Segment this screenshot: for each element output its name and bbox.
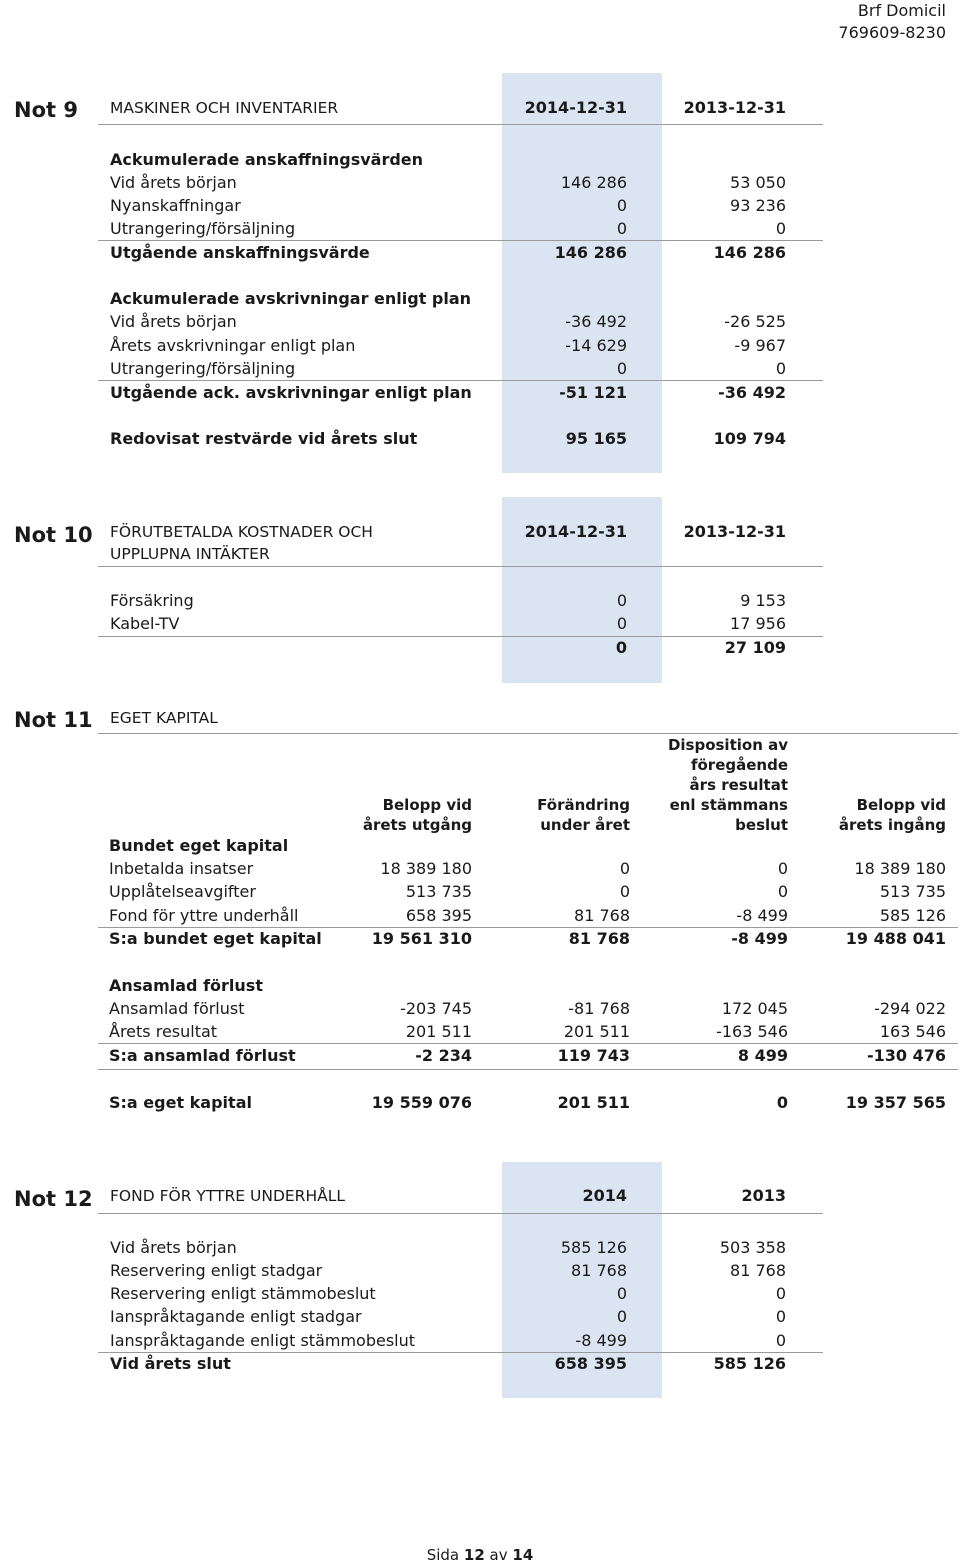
row-value-2014: -36 492 xyxy=(565,312,627,331)
row-value-2014: 0 xyxy=(616,196,627,215)
result-value-2014: 95 165 xyxy=(565,429,627,448)
row-value-2014: 0 xyxy=(616,219,627,238)
row-disposition: -163 546 xyxy=(716,1022,788,1041)
row-label: Vid årets början xyxy=(110,312,237,331)
row-value-2013: 53 050 xyxy=(730,173,786,192)
note11-rule xyxy=(98,927,958,928)
note12-header-rule xyxy=(98,1213,823,1214)
total-value-2014: 146 286 xyxy=(554,243,627,262)
note10-title-line1: FÖRUTBETALDA KOSTNADER OCH xyxy=(110,523,373,541)
row-change: 0 xyxy=(619,859,630,878)
note9-header-rule xyxy=(98,124,823,125)
grand-total-opening: 19 357 565 xyxy=(845,1093,946,1112)
note11-rule xyxy=(98,1043,958,1044)
note11-header-opening-amount xyxy=(839,795,946,835)
note11-header-change xyxy=(537,795,630,835)
note11-header-closing-amount xyxy=(363,795,472,835)
row-value-2014: 585 126 xyxy=(560,1238,627,1257)
row-value-2014: -8 499 xyxy=(575,1331,627,1350)
row-label: Reservering enligt stämmobeslut xyxy=(110,1284,376,1303)
result-label: Redovisat restvärde vid årets slut xyxy=(110,429,418,448)
total-change: 119 743 xyxy=(557,1046,630,1065)
row-label: Upplåtelseavgifter xyxy=(109,882,256,901)
row-value-2013: 93 236 xyxy=(730,196,786,215)
footer-page: 12 xyxy=(463,1546,485,1564)
row-value-2014: 0 xyxy=(616,359,627,378)
row-value-2013: 0 xyxy=(775,359,786,378)
row-closing: 513 735 xyxy=(405,882,472,901)
row-value-2013: -26 525 xyxy=(724,312,786,331)
header-line: föregående xyxy=(690,756,788,774)
note10-label: Not 10 xyxy=(14,523,93,547)
row-disposition: 0 xyxy=(777,859,788,878)
row-change: 0 xyxy=(619,882,630,901)
row-closing: 18 389 180 xyxy=(380,859,472,878)
note10-header-rule xyxy=(98,566,823,567)
total-disposition: 8 499 xyxy=(737,1046,788,1065)
total-opening: -130 476 xyxy=(866,1046,946,1065)
note11-title-rule xyxy=(98,733,958,734)
row-value-2013: 81 768 xyxy=(730,1261,786,1280)
total-label: S:a ansamlad förlust xyxy=(109,1046,296,1065)
note9-col2-header: 2013-12-31 xyxy=(683,98,786,117)
footer-total: 14 xyxy=(512,1546,534,1564)
row-value-2013: 0 xyxy=(775,1307,786,1326)
row-label: Kabel-TV xyxy=(110,614,180,633)
row-value-2014: -14 629 xyxy=(565,336,627,355)
row-label: Försäkring xyxy=(110,591,194,610)
header-line: enl stämmans xyxy=(669,796,788,814)
header-line: under året xyxy=(540,816,630,834)
row-value-2014: 0 xyxy=(616,1284,627,1303)
total-label: Vid årets slut xyxy=(110,1354,231,1373)
total-value-2013: 146 286 xyxy=(713,243,786,262)
note12-title: FOND FÖR YTTRE UNDERHÅLL xyxy=(110,1187,345,1205)
total-closing: -2 234 xyxy=(415,1046,472,1065)
org-name: Brf Domicil xyxy=(857,1,946,20)
header-line: årets ingång xyxy=(838,816,946,834)
row-change: 81 768 xyxy=(574,906,630,925)
total-change: 81 768 xyxy=(568,929,630,948)
total-label: Utgående anskaffningsvärde xyxy=(110,243,370,262)
row-value-2013: 9 153 xyxy=(740,591,786,610)
note10-title-line2: UPPLUPNA INTÄKTER xyxy=(110,545,270,563)
row-label: Vid årets början xyxy=(110,1238,237,1257)
row-value-2014: 0 xyxy=(616,1307,627,1326)
row-label: Reservering enligt stadgar xyxy=(110,1261,323,1280)
row-value-2014: 146 286 xyxy=(560,173,627,192)
header-line: Förändring xyxy=(537,796,630,814)
note12-rule xyxy=(98,1352,823,1353)
note11-title: EGET KAPITAL xyxy=(110,709,218,727)
total-closing: 19 561 310 xyxy=(371,929,472,948)
row-opening: 18 389 180 xyxy=(854,859,946,878)
note11-header-disposition xyxy=(668,735,788,835)
note9-label: Not 9 xyxy=(14,98,78,122)
current-year-column-shade xyxy=(502,73,662,473)
note9-rule xyxy=(98,240,823,241)
org-number: 769609-8230 xyxy=(838,23,946,42)
row-opening: 163 546 xyxy=(879,1022,946,1041)
header-line: Belopp vid xyxy=(856,796,946,814)
row-value-2013: -9 967 xyxy=(734,336,786,355)
total-value-2013: 585 126 xyxy=(713,1354,786,1373)
row-disposition: 172 045 xyxy=(721,999,788,1018)
total-label: Utgående ack. avskrivningar enligt plan xyxy=(110,383,472,402)
row-label: Ianspråktagande enligt stämmobeslut xyxy=(110,1331,416,1350)
footer-sep: av xyxy=(489,1546,508,1564)
note12-col2-header: 2013 xyxy=(741,1186,786,1205)
row-label: Inbetalda insatser xyxy=(109,859,254,878)
grand-total-change: 201 511 xyxy=(557,1093,630,1112)
total-value-2013: 27 109 xyxy=(724,638,786,657)
header-line: årets utgång xyxy=(362,816,472,834)
note9-col1-header: 2014-12-31 xyxy=(524,98,627,117)
note11-rule xyxy=(98,1069,958,1070)
note11-label: Not 11 xyxy=(14,708,93,732)
row-opening: 513 735 xyxy=(879,882,946,901)
header-line: års resultat xyxy=(689,776,788,794)
row-label: Ianspråktagande enligt stadgar xyxy=(110,1307,362,1326)
grand-total-disposition: 0 xyxy=(776,1093,788,1112)
total-value-2014: 0 xyxy=(615,638,627,657)
row-value-2014: 0 xyxy=(616,591,627,610)
page-footer xyxy=(0,1546,960,1564)
total-value-2013: -36 492 xyxy=(718,383,786,402)
row-opening: -294 022 xyxy=(874,999,946,1018)
row-closing: 201 511 xyxy=(405,1022,472,1041)
note9-title: MASKINER OCH INVENTARIER xyxy=(110,99,339,117)
row-value-2013: 503 358 xyxy=(719,1238,786,1257)
row-value-2014: 0 xyxy=(616,614,627,633)
total-opening: 19 488 041 xyxy=(845,929,946,948)
row-label: Utrangering/försäljning xyxy=(110,359,296,378)
note10-col1-header: 2014-12-31 xyxy=(524,522,627,541)
row-value-2013: 17 956 xyxy=(730,614,786,633)
note10-rule xyxy=(98,636,823,637)
note11-group2-title: Ansamlad förlust xyxy=(109,976,263,995)
note9-group2-title: Ackumulerade avskrivningar enligt plan xyxy=(110,289,472,308)
row-label: Nyanskaffningar xyxy=(110,196,241,215)
row-change: 201 511 xyxy=(563,1022,630,1041)
note10-col2-header: 2013-12-31 xyxy=(683,522,786,541)
row-label: Ansamlad förlust xyxy=(109,999,245,1018)
row-value-2013: 0 xyxy=(775,1284,786,1303)
header-line: beslut xyxy=(735,816,788,834)
row-change: -81 768 xyxy=(568,999,630,1018)
row-label: Fond för yttre underhåll xyxy=(109,906,299,925)
total-disposition: -8 499 xyxy=(731,929,788,948)
row-label: Årets resultat xyxy=(109,1022,218,1041)
total-label: S:a bundet eget kapital xyxy=(109,929,322,948)
note12-label: Not 12 xyxy=(14,1187,93,1211)
grand-total-label: S:a eget kapital xyxy=(109,1093,252,1112)
row-disposition: -8 499 xyxy=(736,906,788,925)
note9-rule xyxy=(98,380,823,381)
row-value-2014: 81 768 xyxy=(571,1261,627,1280)
row-closing: 658 395 xyxy=(405,906,472,925)
row-disposition: 0 xyxy=(777,882,788,901)
grand-total-closing: 19 559 076 xyxy=(371,1093,472,1112)
row-opening: 585 126 xyxy=(879,906,946,925)
row-label: Vid årets början xyxy=(110,173,237,192)
row-value-2013: 0 xyxy=(775,219,786,238)
note12-col1-header: 2014 xyxy=(582,1186,627,1205)
footer-prefix: Sida xyxy=(426,1546,460,1564)
row-value-2013: 0 xyxy=(775,1331,786,1350)
note11-group1-title: Bundet eget kapital xyxy=(109,836,289,855)
note9-group1-title: Ackumulerade anskaffningsvärden xyxy=(110,150,424,169)
header-line: Disposition av xyxy=(667,736,788,754)
row-label: Årets avskrivningar enligt plan xyxy=(110,336,356,355)
result-value-2013: 109 794 xyxy=(713,429,786,448)
header-line: Belopp vid xyxy=(382,796,472,814)
total-value-2014: 658 395 xyxy=(554,1354,627,1373)
total-value-2014: -51 121 xyxy=(559,383,627,402)
row-label: Utrangering/försäljning xyxy=(110,219,296,238)
row-closing: -203 745 xyxy=(400,999,472,1018)
